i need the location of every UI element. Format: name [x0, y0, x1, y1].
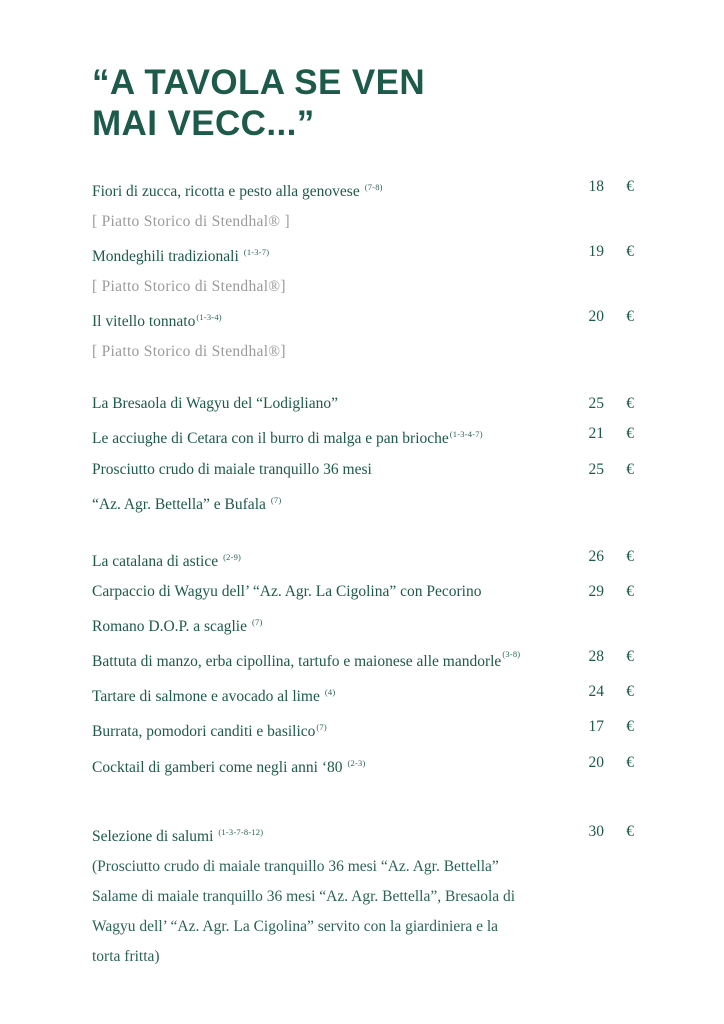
allergen-superscript: (7-8) [364, 182, 383, 192]
allergen-superscript: (2-9) [223, 551, 242, 562]
allergen-superscript: (1-3-4-7) [449, 429, 483, 440]
price-amount: 28 [588, 648, 604, 666]
menu-item-mondeghili[interactable] [92, 237, 666, 272]
price-amount: 17 [588, 718, 604, 736]
menu-item-carpaccio-wagyu[interactable] [92, 577, 666, 642]
group-spacer [92, 379, 666, 389]
allergen-superscript: (7) [251, 616, 263, 627]
menu-item-bresaola-wagyu[interactable] [92, 389, 666, 419]
currency-symbol: € [626, 718, 634, 736]
menu-item-price [570, 542, 666, 572]
currency-symbol: € [626, 683, 634, 701]
menu-item-price [570, 237, 666, 267]
group-spacer [92, 795, 666, 817]
menu-item-vitello-tonnato[interactable] [92, 302, 666, 337]
price-amount: 25 [588, 395, 604, 413]
menu-item-description: Wagyu dell’ “Az. Agr. La Cigolina” servito con la giardiniera e la [92, 917, 499, 935]
menu-item-catalana-astice[interactable] [92, 542, 666, 577]
menu-item-label: Prosciutto crudo di maiale tranquillo 36 mesi [92, 460, 372, 478]
currency-symbol: € [626, 243, 634, 261]
menu-item-tartare-salmone[interactable] [92, 677, 666, 712]
currency-symbol: € [626, 178, 634, 195]
menu-item-description: torta fritta) [92, 947, 160, 965]
menu-item-label: Cocktail di gamberi come negli anni ‘80 [92, 758, 343, 776]
price-amount: 19 [588, 243, 604, 261]
price-amount: 18 [588, 178, 604, 195]
allergen-superscript: (1-3-7-8-12) [218, 826, 264, 837]
menu-group-crudi-tartare [92, 542, 666, 783]
menu-item-note: [ Piatto Storico di Stendhal® ] [92, 213, 291, 231]
page-title-line-1: “A TAVOLA SE VEN [92, 63, 426, 102]
menu-item-label: La catalana di astice [92, 552, 219, 570]
menu-item-label: Selezione di salumi [92, 827, 214, 845]
price-amount: 25 [588, 460, 604, 478]
menu-item-note: [ Piatto Storico di Stendhal®] [92, 343, 286, 361]
group-spacer [92, 532, 666, 542]
currency-symbol: € [626, 753, 634, 771]
menu-item-label: Mondeghili tradizionali [92, 248, 239, 266]
menu-item-acciughe-cetara[interactable] [92, 419, 666, 454]
currency-symbol: € [626, 582, 634, 600]
allergen-superscript: (1-3-7) [243, 247, 270, 258]
price-amount: 20 [588, 753, 604, 771]
menu-item-price [570, 817, 666, 847]
menu-item-price [570, 577, 666, 607]
allergen-superscript: (1-3-4) [196, 312, 222, 323]
menu-item-burrata[interactable] [92, 712, 666, 747]
menu-item-price [570, 302, 666, 332]
menu-item-cocktail-gamberi[interactable] [92, 748, 666, 783]
menu-list [92, 172, 666, 972]
currency-symbol: € [626, 822, 634, 840]
menu-group-historic [92, 172, 666, 367]
price-amount: 20 [588, 308, 604, 326]
currency-symbol: € [626, 425, 634, 443]
menu-item-name-continued [92, 607, 666, 642]
currency-symbol: € [626, 395, 634, 413]
allergen-superscript: (7) [270, 494, 282, 505]
price-amount: 30 [588, 822, 604, 840]
price-amount: 26 [588, 547, 604, 565]
page-title-line-2: MAI VECC...” [92, 104, 315, 143]
menu-item-selezione-salumi[interactable] [92, 817, 666, 852]
menu-item-price [570, 748, 666, 778]
menu-item-label: Battuta di manzo, erba cipollina, tartufo e maionese alle mandorle [92, 653, 502, 671]
menu-item-label: Carpaccio di Wagyu dell’ “Az. Agr. La Cigolina” con Pecorino [92, 582, 482, 600]
menu-item-description: Salame di maiale tranquillo 36 mesi “Az. Agr. Bettella”, Bresaola di [92, 887, 516, 905]
menu-item-price [570, 712, 666, 742]
menu-item-fiori-di-zucca[interactable] [92, 172, 666, 207]
currency-symbol: € [626, 308, 634, 326]
menu-item-label: “Az. Agr. Bettella” e Bufala [92, 495, 266, 513]
menu-group-selezione-salumi [92, 817, 666, 972]
menu-item-name-continued [92, 485, 666, 520]
menu-item-description: (Prosciutto crudo di maiale tranquillo 36 mesi “Az. Agr. Bettella” [92, 857, 499, 875]
menu-item-battuta-manzo[interactable] [92, 642, 666, 677]
currency-symbol: € [626, 547, 634, 565]
menu-item-label: Romano D.O.P. a scaglie [92, 618, 247, 636]
menu-item-price [570, 172, 666, 202]
menu-item-label: Tartare di salmone e avocado al lime [92, 688, 320, 706]
menu-item-note: [ Piatto Storico di Stendhal®] [92, 278, 286, 296]
menu-item-price [570, 677, 666, 707]
menu-item-price [570, 642, 666, 672]
menu-item-label: Burrata, pomodori canditi e basilico [92, 723, 316, 741]
allergen-superscript: (7) [316, 722, 327, 733]
menu-item-price [570, 455, 666, 485]
allergen-superscript: (4) [324, 687, 336, 698]
menu-item-prosciutto-bufala[interactable] [92, 455, 666, 520]
allergen-superscript: (2-3) [347, 757, 366, 768]
price-amount: 29 [588, 582, 604, 600]
menu-item-label: Fiori di zucca, ricotta e pesto alla genovese [92, 183, 360, 201]
allergen-superscript: (3-8) [502, 649, 521, 660]
price-amount: 24 [588, 683, 604, 701]
page-title [92, 62, 612, 144]
currency-symbol: € [626, 648, 634, 666]
menu-group-salumi-crudi [92, 389, 666, 519]
menu-item-label: La Bresaola di Wagyu del “Lodigliano” [92, 395, 338, 413]
menu-item-label: Il vitello tonnato [92, 313, 196, 331]
price-amount: 21 [588, 425, 604, 443]
currency-symbol: € [626, 460, 634, 478]
menu-item-label: Le acciughe di Cetara con il burro di malga e pan brioche [92, 430, 449, 448]
menu-item-price [570, 389, 666, 419]
menu-item-price [570, 419, 666, 449]
